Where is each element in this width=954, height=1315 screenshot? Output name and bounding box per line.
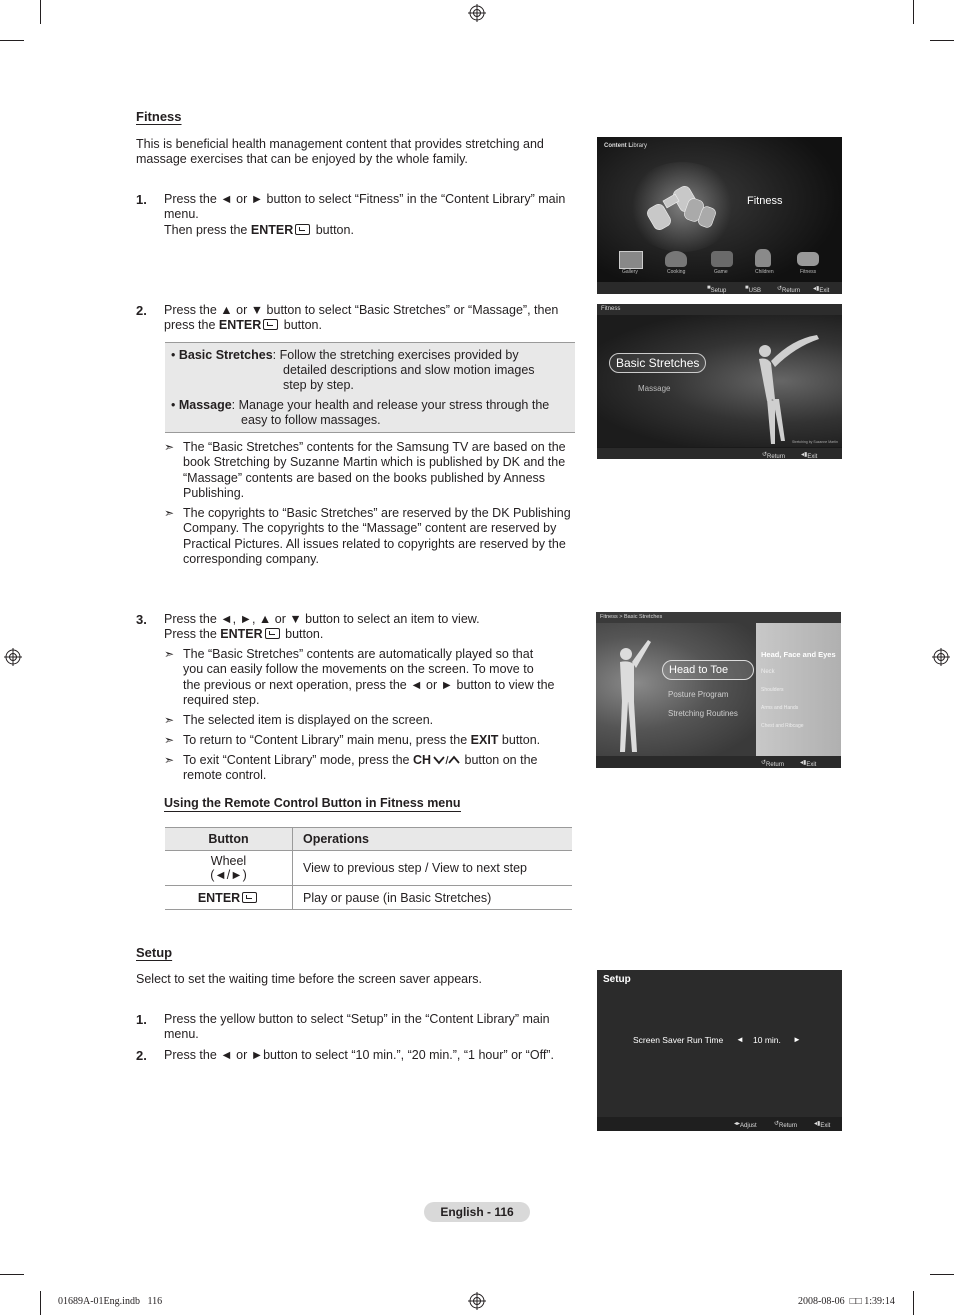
line: required step. bbox=[183, 692, 260, 707]
fitness-intro: This is beneficial health management content that provides stretching and massage exercises that can be enjoyed by the whole family. bbox=[136, 137, 544, 167]
screen-content-library bbox=[597, 137, 842, 294]
text: Press the bbox=[164, 627, 221, 642]
enter-icon bbox=[265, 628, 280, 639]
line: corresponding company. bbox=[183, 551, 319, 566]
screen-footer bbox=[597, 1117, 842, 1131]
icon-label: Children bbox=[755, 269, 774, 275]
screen-basic-stretches bbox=[596, 612, 841, 768]
operation-cell: View to previous step / View to next step bbox=[293, 851, 573, 886]
footer-return: ↺ Return bbox=[762, 452, 786, 459]
registration-mark-icon bbox=[468, 4, 486, 22]
note-arrow-icon: ➣ bbox=[164, 647, 175, 661]
table-header-row bbox=[165, 828, 572, 851]
submenu-title[interactable]: Head, Face and Eyes bbox=[761, 650, 836, 659]
exit-label: EXIT bbox=[470, 733, 499, 747]
footer-return: ↺ Return bbox=[761, 760, 785, 768]
text: button. bbox=[498, 733, 541, 747]
note-arrow-icon: ➣ bbox=[164, 753, 175, 767]
text: Return bbox=[779, 1123, 798, 1129]
remote-control-table bbox=[165, 827, 572, 910]
registration-mark-icon bbox=[468, 1292, 486, 1310]
line: Company. The copyrights to the “Massage” content are reserved by bbox=[183, 521, 557, 536]
text: Fitness > Basic Stretches bbox=[600, 614, 663, 620]
children-icon bbox=[755, 249, 771, 267]
basic-stretches-def bbox=[171, 348, 519, 363]
step-number: 2. bbox=[136, 1048, 147, 1063]
line: Publishing. bbox=[183, 485, 245, 500]
text: Adjust bbox=[740, 1123, 757, 1129]
credit-text: Stretching by Suzanne Martin bbox=[792, 440, 838, 444]
text: step by step. bbox=[283, 378, 354, 392]
text: easy to follow massages. bbox=[241, 413, 381, 427]
line: The copyrights to “Basic Stretches” are reserved by the DK Publishing bbox=[183, 506, 571, 520]
note-text: The selected item is displayed on the screen. bbox=[183, 713, 434, 727]
screen-footer bbox=[597, 282, 842, 294]
step-2-line bbox=[164, 318, 594, 333]
line: the previous or next operation, press the ◄ or ► button to view the bbox=[183, 677, 555, 692]
table-row bbox=[165, 886, 572, 910]
screen-header: Setup bbox=[603, 974, 631, 985]
submenu-item[interactable]: Chest and Ribcage bbox=[761, 723, 804, 729]
screen-header bbox=[596, 612, 841, 623]
enter-label: ENTER bbox=[218, 318, 262, 333]
step-1-line bbox=[164, 223, 594, 238]
crop-mark bbox=[0, 40, 24, 41]
note-text bbox=[183, 440, 566, 501]
text: To exit “Content Library” mode, press the bbox=[183, 753, 413, 767]
text: Return bbox=[766, 762, 785, 768]
footer-exit: ◂▮ Exit bbox=[813, 286, 830, 294]
section-title-setup: Setup bbox=[136, 945, 173, 960]
enter-label: ENTER bbox=[250, 222, 294, 237]
table-row bbox=[165, 851, 572, 886]
definition-box bbox=[165, 342, 575, 433]
note bbox=[164, 713, 594, 729]
step-number: 2. bbox=[136, 303, 147, 318]
note bbox=[164, 647, 594, 709]
step-1-line: menu. bbox=[164, 207, 199, 222]
left-arrow-icon[interactable]: ◄ bbox=[736, 1035, 744, 1044]
stretching-figure-icon bbox=[737, 329, 827, 447]
text: 2008-08-06 bbox=[798, 1296, 845, 1307]
crop-mark bbox=[930, 1274, 954, 1275]
menu-item-head-to-toe[interactable]: Head to Toe bbox=[662, 660, 754, 680]
setup-step-1 bbox=[164, 1012, 594, 1043]
menu-item-basic-stretches[interactable]: Basic Stretches bbox=[609, 353, 706, 373]
text: button. bbox=[312, 222, 354, 237]
text: 1:39:14 bbox=[864, 1296, 895, 1307]
text: □□ bbox=[849, 1296, 862, 1307]
text: Exit bbox=[807, 454, 818, 459]
line bbox=[183, 753, 537, 768]
setup-intro: Select to set the waiting time before the screen saver appears. bbox=[136, 972, 483, 986]
header-button: Button bbox=[165, 828, 293, 851]
menu-item-stretching-routines[interactable]: Stretching Routines bbox=[668, 709, 738, 718]
step-1-text bbox=[164, 192, 594, 238]
enter-label: ENTER bbox=[197, 890, 241, 905]
cooking-icon bbox=[665, 251, 687, 267]
enter-label: ENTER bbox=[220, 627, 263, 642]
text: Fitness bbox=[601, 306, 621, 312]
step-number: 3. bbox=[136, 612, 147, 627]
screen-footer bbox=[596, 756, 841, 768]
line: Practical Pictures. All issues related to copyrights are reserved by the bbox=[183, 536, 566, 551]
note-text bbox=[183, 506, 571, 567]
step-3-line: Press the ◄, ►, ▲ or ▼ button to select an item to view. bbox=[164, 612, 480, 626]
step-number: 1. bbox=[136, 1012, 147, 1027]
note bbox=[164, 440, 594, 502]
section-title-fitness: Fitness bbox=[136, 109, 182, 124]
text: Content L bbox=[604, 143, 632, 149]
gallery-icon bbox=[619, 251, 643, 269]
text: USB bbox=[748, 288, 761, 294]
button-cell bbox=[165, 851, 293, 886]
note-text bbox=[183, 753, 537, 784]
crop-mark bbox=[913, 1291, 914, 1315]
step-number: 1. bbox=[136, 192, 147, 207]
line: “Massage” contents are based on the books published by Anness bbox=[183, 470, 546, 485]
ch-label: CH bbox=[412, 753, 432, 767]
note bbox=[164, 506, 594, 568]
text: press the bbox=[164, 318, 219, 333]
menu-item-massage[interactable]: Massage bbox=[638, 384, 671, 393]
crop-mark bbox=[40, 0, 41, 24]
icon-label: Cooking bbox=[667, 269, 686, 275]
line: The “Basic Stretches” contents for the Samsung TV are based on the bbox=[183, 440, 566, 454]
icon-label: Gallery bbox=[622, 269, 638, 275]
crop-mark bbox=[930, 40, 954, 41]
screen-header bbox=[604, 143, 647, 149]
right-arrow-icon[interactable]: ► bbox=[793, 1035, 801, 1044]
icon-label: Game bbox=[714, 269, 728, 275]
footer-exit: ◂▮ Exit bbox=[800, 760, 817, 768]
text: : Follow the stretching exercises provided by bbox=[272, 348, 519, 362]
menu-item-posture-program[interactable]: Posture Program bbox=[668, 690, 729, 699]
enter-icon bbox=[242, 892, 257, 903]
stretching-figure-icon bbox=[606, 636, 656, 754]
crop-mark bbox=[0, 1274, 24, 1275]
footer-adjust: ◂▸ Adjust bbox=[734, 1121, 757, 1129]
step-2-text bbox=[164, 303, 594, 334]
setup-step-2: Press the ◄ or ►button to select “10 min.”, “20 min.”, “1 hour” or “Off”. bbox=[164, 1048, 554, 1062]
note bbox=[164, 753, 594, 785]
line: Press the yellow button to select “Setup” in the “Content Library” main bbox=[164, 1012, 550, 1026]
text: Return bbox=[782, 288, 801, 294]
text: : Manage your health and release your stress through the bbox=[231, 398, 550, 412]
line: book Stretching by Suzanne Martin which is published by DK and the bbox=[183, 455, 566, 470]
text: Wheel bbox=[210, 854, 247, 868]
text: Setup bbox=[710, 288, 727, 294]
header-operations: Operations bbox=[293, 828, 573, 851]
text: ibrary bbox=[632, 143, 648, 149]
screen-fitness-menu bbox=[597, 304, 842, 459]
footer-return: ↺ Return bbox=[777, 286, 801, 294]
step-3-line bbox=[164, 627, 594, 642]
step-3-text bbox=[164, 612, 594, 643]
print-filename: 01689A-01Eng.indb 116 bbox=[58, 1296, 163, 1307]
bullet: • bbox=[171, 348, 179, 362]
registration-mark-icon bbox=[932, 648, 950, 666]
line: menu. bbox=[164, 1027, 199, 1042]
step-1-line: Press the ◄ or ► button to select “Fitness” in the “Content Library” main bbox=[164, 192, 566, 206]
note-arrow-icon: ➣ bbox=[164, 733, 175, 747]
icon-label: Fitness bbox=[800, 269, 817, 275]
footer-exit: ◂▮ Exit bbox=[814, 1121, 831, 1129]
screen-footer bbox=[597, 448, 842, 459]
screen-saver-value[interactable]: 10 min. bbox=[753, 1035, 781, 1045]
page-number: English - 116 bbox=[424, 1202, 530, 1222]
text: Exit bbox=[806, 762, 817, 768]
footer-usb: ■ USB bbox=[745, 285, 761, 294]
text: Return bbox=[767, 454, 786, 459]
game-icon bbox=[711, 251, 733, 267]
screen-label: Fitness bbox=[747, 195, 783, 207]
crop-mark bbox=[40, 1291, 41, 1315]
note-arrow-icon: ➣ bbox=[164, 713, 175, 727]
remote-control-title bbox=[164, 796, 461, 810]
screen-header bbox=[597, 304, 842, 315]
line: you can easily follow the movements on the screen. To move to bbox=[183, 662, 534, 677]
massage-def bbox=[171, 398, 549, 413]
footer-setup: ■ Setup bbox=[707, 285, 727, 294]
text: To return to “Content Library” main menu, press the bbox=[183, 733, 471, 747]
text: button. bbox=[280, 318, 322, 333]
print-date bbox=[798, 1296, 895, 1307]
fitness-icon bbox=[797, 252, 819, 266]
note-text bbox=[183, 733, 540, 748]
text: Then press the bbox=[164, 222, 251, 237]
crop-mark bbox=[913, 0, 914, 24]
bullet: • bbox=[171, 398, 179, 412]
text: (◄/►) bbox=[210, 868, 247, 882]
step-2-line: Press the ▲ or ▼ button to select “Basic Stretches” or “Massage”, then bbox=[164, 303, 559, 317]
button-cell bbox=[165, 886, 293, 910]
note-text bbox=[183, 647, 554, 708]
footer-exit: ◂▮ Exit bbox=[801, 452, 818, 459]
enter-icon bbox=[295, 224, 310, 235]
note-arrow-icon: ➣ bbox=[164, 506, 175, 520]
submenu-item[interactable]: Neck bbox=[761, 669, 775, 675]
screen-saver-label: Screen Saver Run Time bbox=[633, 1035, 724, 1045]
screen-setup bbox=[597, 970, 842, 1131]
text: Using the Remote Control Button in Fitness menu bbox=[164, 796, 461, 810]
ch-up-down-icon bbox=[432, 755, 460, 765]
text: button on the bbox=[461, 753, 538, 767]
text: Exit bbox=[820, 1123, 831, 1129]
operation-cell: Play or pause (in Basic Stretches) bbox=[293, 886, 573, 910]
line: remote control. bbox=[183, 768, 267, 783]
text: detailed descriptions and slow motion images bbox=[283, 363, 535, 377]
term: Basic Stretches bbox=[178, 348, 273, 362]
text: button. bbox=[281, 627, 324, 642]
dumbbell-icon bbox=[642, 177, 722, 237]
registration-mark-icon bbox=[4, 648, 22, 666]
submenu-item[interactable]: Shoulders bbox=[761, 687, 784, 693]
line: The “Basic Stretches” contents are automatically played so that bbox=[183, 647, 534, 661]
submenu-item[interactable]: Arms and Hands bbox=[761, 705, 799, 711]
note bbox=[164, 733, 594, 749]
enter-icon bbox=[263, 319, 278, 330]
text: Exit bbox=[819, 288, 830, 294]
term: Massage bbox=[178, 398, 232, 412]
footer-return: ↺ Return bbox=[774, 1121, 798, 1129]
note-arrow-icon: ➣ bbox=[164, 440, 175, 454]
